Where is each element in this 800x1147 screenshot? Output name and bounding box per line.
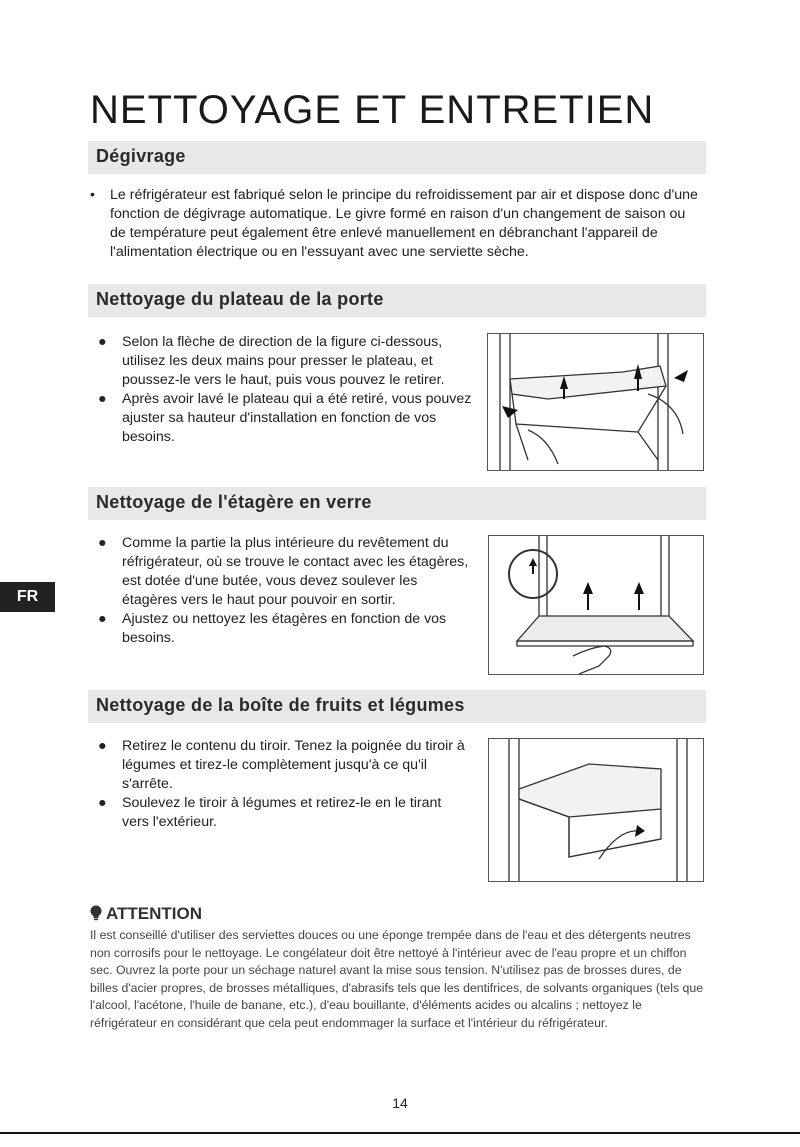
bottom-rule <box>0 1132 800 1134</box>
section-heading-crisper: Nettoyage de la boîte de fruits et légumes <box>88 690 706 723</box>
language-tab: FR <box>0 582 55 612</box>
list-item: ● Retirez le contenu du tiroir. Tenez la poignée du tiroir à légumes et tirez-le complètement jusqu'à ce qu'il s'arrête. <box>98 738 465 792</box>
attention-text: Il est conseillé d'utiliser des serviettes douces ou une éponge trempée dans de l'eau et des détergents neutres non corrosifs pour le nettoyage. Le congélateur doit être nettoyé à l'intérieur avec de l'eau propre et un chiffon sec. Ouvrez la porte pour un séchage naturel avant la mise sous tension. N'utilisez pas de brosses dures, de billes d'acier propres, de brosses métalliques, d'abrasifs tels que les dentifrices, de solvants organiques (tels que l'alcool, l'acétone, l'huile de banane, etc.), d'eau bouillante, d'éléments acides ou alcalins ; nettoyez le réfrigérateur en considérant que cela peut endommager la surface et l'intérieur du réfrigérateur. <box>90 928 704 1030</box>
list-item: ● Comme la partie la plus intérieure du revêtement du réfrigérateur, où se trouve le contact avec les étagères, est dotée d'une butée, vous devez soulever les étagères vers le haut pour pouvoir en sortir. <box>98 535 469 608</box>
list-item: ● Selon la flèche de direction de la figure ci-dessous, utilisez les deux mains pour presser le plateau, et poussez-le vers le haut, puis vous pouvez le retirer. <box>98 334 445 388</box>
list-item: ● Après avoir lavé le plateau qui a été retiré, vous pouvez ajuster sa hauteur d'installation en fonction de vos besoins. <box>98 391 472 445</box>
list-item: ● Ajustez ou nettoyez les étagères en fonction de vos besoins. <box>98 611 447 646</box>
door-tray-illustration <box>487 333 704 471</box>
crisper-illustration <box>488 738 704 882</box>
list-item: ● Soulevez le tiroir à légumes et retirez-le en le tirant vers l'extérieur. <box>98 795 442 830</box>
glass-shelf-illustration <box>488 535 704 675</box>
glass-shelf-list <box>98 534 472 648</box>
section-heading-door-tray: Nettoyage du plateau de la porte <box>88 284 706 317</box>
section-heading-defrost: Dégivrage <box>88 141 706 174</box>
door-tray-drawing <box>488 334 703 470</box>
crisper-list <box>98 737 472 832</box>
attention-heading: ATTENTION <box>90 903 202 924</box>
section-heading-glass-shelf: Nettoyage de l'étagère en verre <box>88 487 706 520</box>
defrost-list <box>90 186 702 262</box>
page-number: 14 <box>392 1095 408 1111</box>
page-title: NETTOYAGE ET ENTRETIEN <box>90 88 655 132</box>
list-item: • Le réfrigérateur est fabriqué selon le principe du refroidissement par air et dispose donc d'une fonction de dégivrage automatique. Le givre formé en raison d'un changement de saison ou de température peut également être enlevé manuellement en débranchant l'appareil de l'alimentation électrique ou en l'essuyant avec une serviette sèche. <box>90 187 698 260</box>
crisper-drawing <box>489 739 703 881</box>
glass-shelf-drawing <box>489 536 703 674</box>
door-tray-list <box>98 333 478 447</box>
bulb-icon <box>90 905 102 921</box>
